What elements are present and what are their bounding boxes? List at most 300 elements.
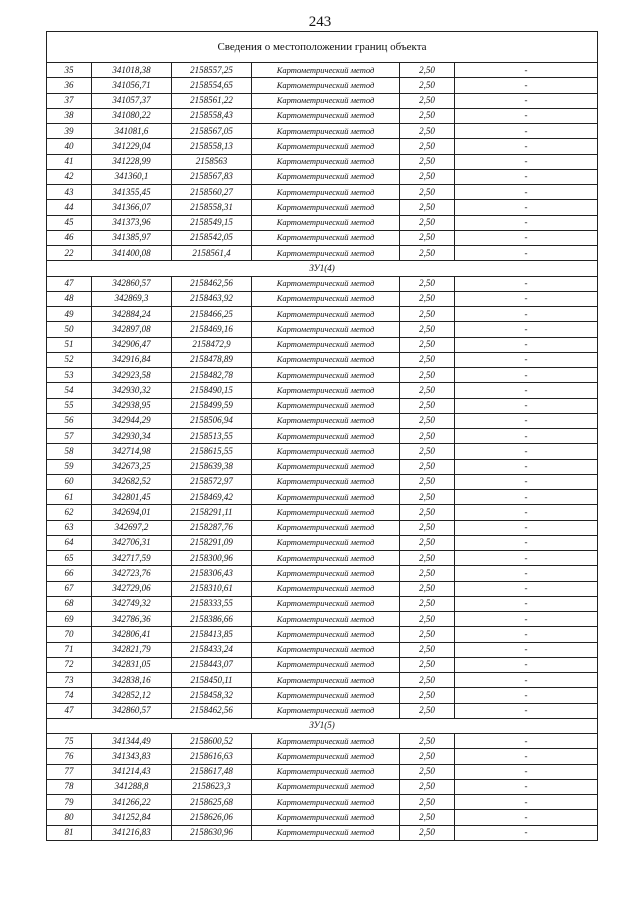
point-number-cell: 69 [47, 612, 92, 627]
method-cell: Картометрический метод [252, 444, 400, 459]
y-coordinate-cell: 2158300,96 [172, 551, 252, 566]
method-cell: Картометрический метод [252, 78, 400, 93]
note-cell: - [455, 444, 598, 459]
point-number-cell: 22 [47, 246, 92, 261]
method-cell: Картометрический метод [252, 322, 400, 337]
accuracy-cell: 2,50 [400, 413, 455, 428]
accuracy-cell: 2,50 [400, 444, 455, 459]
accuracy-cell: 2,50 [400, 627, 455, 642]
point-number-cell: 57 [47, 429, 92, 444]
accuracy-cell: 2,50 [400, 215, 455, 230]
method-cell: Картометрический метод [252, 291, 400, 306]
note-cell: - [455, 642, 598, 657]
table-row [47, 627, 598, 642]
method-cell: Картометрический метод [252, 551, 400, 566]
table-row [47, 368, 598, 383]
x-coordinate-cell: 342729,06 [92, 581, 172, 596]
note-cell: - [455, 124, 598, 139]
method-cell: Картометрический метод [252, 734, 400, 749]
note-cell: - [455, 108, 598, 123]
x-coordinate-cell: 341018,38 [92, 63, 172, 78]
accuracy-cell: 2,50 [400, 825, 455, 840]
accuracy-cell: 2,50 [400, 535, 455, 550]
x-coordinate-cell: 341366,07 [92, 200, 172, 215]
table-row [47, 398, 598, 413]
x-coordinate-cell: 341373,96 [92, 215, 172, 230]
table-row [47, 566, 598, 581]
note-cell: - [455, 230, 598, 245]
y-coordinate-cell: 2158557,25 [172, 63, 252, 78]
method-cell: Картометрический метод [252, 520, 400, 535]
method-cell: Картометрический метод [252, 215, 400, 230]
method-cell: Картометрический метод [252, 169, 400, 184]
x-coordinate-cell: 341266,22 [92, 795, 172, 810]
x-coordinate-cell: 342801,45 [92, 490, 172, 505]
note-cell: - [455, 459, 598, 474]
method-cell: Картометрический метод [252, 688, 400, 703]
x-coordinate-cell: 341360,1 [92, 169, 172, 184]
y-coordinate-cell: 2158563 [172, 154, 252, 169]
table-row [47, 657, 598, 672]
point-number-cell: 36 [47, 78, 92, 93]
accuracy-cell: 2,50 [400, 322, 455, 337]
note-cell: - [455, 474, 598, 489]
method-cell: Картометрический метод [252, 63, 400, 78]
table-row [47, 490, 598, 505]
note-cell: - [455, 246, 598, 261]
table-row [47, 383, 598, 398]
y-coordinate-cell: 2158625,68 [172, 795, 252, 810]
table-row [47, 307, 598, 322]
note-cell: - [455, 307, 598, 322]
x-coordinate-cell: 342938,95 [92, 398, 172, 413]
accuracy-cell: 2,50 [400, 551, 455, 566]
accuracy-cell: 2,50 [400, 63, 455, 78]
point-number-cell: 50 [47, 322, 92, 337]
point-number-cell: 38 [47, 108, 92, 123]
point-number-cell: 65 [47, 551, 92, 566]
note-cell: - [455, 93, 598, 108]
note-cell: - [455, 673, 598, 688]
note-cell: - [455, 657, 598, 672]
point-number-cell: 47 [47, 276, 92, 291]
method-cell: Картометрический метод [252, 93, 400, 108]
table-title: Сведения о местоположении границ объекта [47, 32, 598, 63]
x-coordinate-cell: 341229,04 [92, 139, 172, 154]
accuracy-cell: 2,50 [400, 795, 455, 810]
table-row [47, 185, 598, 200]
accuracy-cell: 2,50 [400, 596, 455, 611]
x-coordinate-cell: 342930,34 [92, 429, 172, 444]
method-cell: Картометрический метод [252, 429, 400, 444]
accuracy-cell: 2,50 [400, 124, 455, 139]
table-row [47, 474, 598, 489]
x-coordinate-cell: 342916,84 [92, 352, 172, 367]
note-cell: - [455, 764, 598, 779]
point-number-cell: 59 [47, 459, 92, 474]
y-coordinate-cell: 2158472,9 [172, 337, 252, 352]
table-row [47, 337, 598, 352]
page-number: 243 [308, 14, 332, 30]
table-row [47, 124, 598, 139]
point-number-cell: 62 [47, 505, 92, 520]
y-coordinate-cell: 2158291,09 [172, 535, 252, 550]
y-coordinate-cell: 2158433,24 [172, 642, 252, 657]
point-number-cell: 54 [47, 383, 92, 398]
note-cell: - [455, 429, 598, 444]
y-coordinate-cell: 2158558,43 [172, 108, 252, 123]
y-coordinate-cell: 2158616,63 [172, 749, 252, 764]
note-cell: - [455, 749, 598, 764]
table-row [47, 734, 598, 749]
y-coordinate-cell: 2158462,56 [172, 276, 252, 291]
method-cell: Картометрический метод [252, 368, 400, 383]
table-row [47, 215, 598, 230]
note-cell: - [455, 291, 598, 306]
point-number-cell: 46 [47, 230, 92, 245]
x-coordinate-cell: 341214,43 [92, 764, 172, 779]
x-coordinate-cell: 342831,05 [92, 657, 172, 672]
x-coordinate-cell: 342869,3 [92, 291, 172, 306]
note-cell: - [455, 398, 598, 413]
note-cell: - [455, 154, 598, 169]
accuracy-cell: 2,50 [400, 307, 455, 322]
x-coordinate-cell: 341288,8 [92, 779, 172, 794]
point-number-cell: 55 [47, 398, 92, 413]
table-row [47, 505, 598, 520]
y-coordinate-cell: 2158469,16 [172, 322, 252, 337]
note-cell: - [455, 63, 598, 78]
note-cell: - [455, 185, 598, 200]
accuracy-cell: 2,50 [400, 108, 455, 123]
method-cell: Картометрический метод [252, 459, 400, 474]
y-coordinate-cell: 2158554,65 [172, 78, 252, 93]
note-cell: - [455, 535, 598, 550]
y-coordinate-cell: 2158469,42 [172, 490, 252, 505]
x-coordinate-cell: 342682,52 [92, 474, 172, 489]
section-row [47, 261, 598, 276]
y-coordinate-cell: 2158549,15 [172, 215, 252, 230]
accuracy-cell: 2,50 [400, 246, 455, 261]
accuracy-cell: 2,50 [400, 398, 455, 413]
method-cell: Картометрический метод [252, 703, 400, 718]
point-number-cell: 63 [47, 520, 92, 535]
y-coordinate-cell: 2158310,61 [172, 581, 252, 596]
y-coordinate-cell: 2158630,96 [172, 825, 252, 840]
table-row [47, 322, 598, 337]
y-coordinate-cell: 2158639,38 [172, 459, 252, 474]
x-coordinate-cell: 341344,49 [92, 734, 172, 749]
x-coordinate-cell: 342906,47 [92, 337, 172, 352]
point-number-cell: 49 [47, 307, 92, 322]
y-coordinate-cell: 2158615,55 [172, 444, 252, 459]
note-cell: - [455, 352, 598, 367]
y-coordinate-cell: 2158567,83 [172, 169, 252, 184]
accuracy-cell: 2,50 [400, 139, 455, 154]
table-row [47, 78, 598, 93]
x-coordinate-cell: 342723,76 [92, 566, 172, 581]
accuracy-cell: 2,50 [400, 429, 455, 444]
x-coordinate-cell: 341056,71 [92, 78, 172, 93]
method-cell: Картометрический метод [252, 413, 400, 428]
point-number-cell: 68 [47, 596, 92, 611]
point-number-cell: 67 [47, 581, 92, 596]
note-cell: - [455, 383, 598, 398]
note-cell: - [455, 551, 598, 566]
x-coordinate-cell: 342838,16 [92, 673, 172, 688]
point-number-cell: 35 [47, 63, 92, 78]
table-row [47, 520, 598, 535]
accuracy-cell: 2,50 [400, 520, 455, 535]
accuracy-cell: 2,50 [400, 185, 455, 200]
table-row [47, 444, 598, 459]
table-row [47, 596, 598, 611]
point-number-cell: 72 [47, 657, 92, 672]
x-coordinate-cell: 341343,83 [92, 749, 172, 764]
table-row [47, 246, 598, 261]
point-number-cell: 41 [47, 154, 92, 169]
table-row [47, 429, 598, 444]
y-coordinate-cell: 2158600,52 [172, 734, 252, 749]
section-label: ЗУ1(5) [47, 718, 598, 733]
method-cell: Картометрический метод [252, 779, 400, 794]
note-cell: - [455, 322, 598, 337]
note-cell: - [455, 627, 598, 642]
method-cell: Картометрический метод [252, 596, 400, 611]
method-cell: Картометрический метод [252, 246, 400, 261]
x-coordinate-cell: 341400,08 [92, 246, 172, 261]
x-coordinate-cell: 341252,84 [92, 810, 172, 825]
y-coordinate-cell: 2158458,32 [172, 688, 252, 703]
note-cell: - [455, 413, 598, 428]
point-number-cell: 66 [47, 566, 92, 581]
x-coordinate-cell: 342714,98 [92, 444, 172, 459]
accuracy-cell: 2,50 [400, 505, 455, 520]
point-number-cell: 73 [47, 673, 92, 688]
y-coordinate-cell: 2158626,06 [172, 810, 252, 825]
table-row [47, 93, 598, 108]
table-row [47, 139, 598, 154]
y-coordinate-cell: 2158463,92 [172, 291, 252, 306]
method-cell: Картометрический метод [252, 139, 400, 154]
accuracy-cell: 2,50 [400, 368, 455, 383]
section-row [47, 718, 598, 733]
table-row [47, 535, 598, 550]
point-number-cell: 74 [47, 688, 92, 703]
note-cell: - [455, 734, 598, 749]
y-coordinate-cell: 2158443,07 [172, 657, 252, 672]
accuracy-cell: 2,50 [400, 276, 455, 291]
point-number-cell: 70 [47, 627, 92, 642]
point-number-cell: 44 [47, 200, 92, 215]
table-row [47, 673, 598, 688]
point-number-cell: 81 [47, 825, 92, 840]
x-coordinate-cell: 342923,58 [92, 368, 172, 383]
y-coordinate-cell: 2158542,05 [172, 230, 252, 245]
accuracy-cell: 2,50 [400, 459, 455, 474]
table-row [47, 749, 598, 764]
y-coordinate-cell: 2158558,13 [172, 139, 252, 154]
accuracy-cell: 2,50 [400, 154, 455, 169]
method-cell: Картометрический метод [252, 505, 400, 520]
point-number-cell: 71 [47, 642, 92, 657]
x-coordinate-cell: 342697,2 [92, 520, 172, 535]
table-row [47, 276, 598, 291]
table-row [47, 688, 598, 703]
note-cell: - [455, 337, 598, 352]
accuracy-cell: 2,50 [400, 291, 455, 306]
note-cell: - [455, 169, 598, 184]
point-number-cell: 60 [47, 474, 92, 489]
x-coordinate-cell: 342944,29 [92, 413, 172, 428]
x-coordinate-cell: 342852,12 [92, 688, 172, 703]
table-row [47, 108, 598, 123]
y-coordinate-cell: 2158561,22 [172, 93, 252, 108]
accuracy-cell: 2,50 [400, 200, 455, 215]
y-coordinate-cell: 2158482,78 [172, 368, 252, 383]
point-number-cell: 75 [47, 734, 92, 749]
y-coordinate-cell: 2158333,55 [172, 596, 252, 611]
method-cell: Картометрический метод [252, 566, 400, 581]
point-number-cell: 61 [47, 490, 92, 505]
note-cell: - [455, 368, 598, 383]
y-coordinate-cell: 2158306,43 [172, 566, 252, 581]
table-row [47, 779, 598, 794]
x-coordinate-cell: 342786,36 [92, 612, 172, 627]
method-cell: Картометрический метод [252, 673, 400, 688]
section-label: ЗУ1(4) [47, 261, 598, 276]
accuracy-cell: 2,50 [400, 703, 455, 718]
method-cell: Картометрический метод [252, 612, 400, 627]
y-coordinate-cell: 2158572,97 [172, 474, 252, 489]
note-cell: - [455, 810, 598, 825]
table-title-row [47, 32, 598, 63]
table-row [47, 581, 598, 596]
table-row [47, 703, 598, 718]
accuracy-cell: 2,50 [400, 581, 455, 596]
method-cell: Картометрический метод [252, 124, 400, 139]
point-number-cell: 78 [47, 779, 92, 794]
y-coordinate-cell: 2158499,59 [172, 398, 252, 413]
y-coordinate-cell: 2158567,05 [172, 124, 252, 139]
note-cell: - [455, 703, 598, 718]
x-coordinate-cell: 342930,32 [92, 383, 172, 398]
accuracy-cell: 2,50 [400, 673, 455, 688]
table-row [47, 612, 598, 627]
method-cell: Картометрический метод [252, 185, 400, 200]
accuracy-cell: 2,50 [400, 749, 455, 764]
x-coordinate-cell: 342821,79 [92, 642, 172, 657]
x-coordinate-cell: 342897,08 [92, 322, 172, 337]
accuracy-cell: 2,50 [400, 490, 455, 505]
y-coordinate-cell: 2158560,27 [172, 185, 252, 200]
accuracy-cell: 2,50 [400, 337, 455, 352]
x-coordinate-cell: 342749,32 [92, 596, 172, 611]
method-cell: Картометрический метод [252, 535, 400, 550]
method-cell: Картометрический метод [252, 307, 400, 322]
y-coordinate-cell: 2158450,11 [172, 673, 252, 688]
accuracy-cell: 2,50 [400, 764, 455, 779]
point-number-cell: 64 [47, 535, 92, 550]
y-coordinate-cell: 2158513,55 [172, 429, 252, 444]
method-cell: Картометрический метод [252, 154, 400, 169]
point-number-cell: 42 [47, 169, 92, 184]
point-number-cell: 77 [47, 764, 92, 779]
accuracy-cell: 2,50 [400, 352, 455, 367]
method-cell: Картометрический метод [252, 337, 400, 352]
x-coordinate-cell: 342673,25 [92, 459, 172, 474]
x-coordinate-cell: 342717,59 [92, 551, 172, 566]
method-cell: Картометрический метод [252, 627, 400, 642]
note-cell: - [455, 520, 598, 535]
x-coordinate-cell: 342860,57 [92, 703, 172, 718]
y-coordinate-cell: 2158558,31 [172, 200, 252, 215]
method-cell: Картометрический метод [252, 108, 400, 123]
x-coordinate-cell: 341080,22 [92, 108, 172, 123]
point-number-cell: 43 [47, 185, 92, 200]
table-row [47, 810, 598, 825]
y-coordinate-cell: 2158386,66 [172, 612, 252, 627]
point-number-cell: 56 [47, 413, 92, 428]
method-cell: Картометрический метод [252, 810, 400, 825]
accuracy-cell: 2,50 [400, 642, 455, 657]
x-coordinate-cell: 341228,99 [92, 154, 172, 169]
point-number-cell: 45 [47, 215, 92, 230]
note-cell: - [455, 78, 598, 93]
method-cell: Картометрический метод [252, 200, 400, 215]
table-row [47, 642, 598, 657]
note-cell: - [455, 825, 598, 840]
table-row [47, 169, 598, 184]
accuracy-cell: 2,50 [400, 688, 455, 703]
table-row [47, 63, 598, 78]
method-cell: Картометрический метод [252, 764, 400, 779]
note-cell: - [455, 596, 598, 611]
method-cell: Картометрический метод [252, 352, 400, 367]
table-row [47, 200, 598, 215]
method-cell: Картометрический метод [252, 657, 400, 672]
table-row [47, 764, 598, 779]
accuracy-cell: 2,50 [400, 93, 455, 108]
x-coordinate-cell: 342884,24 [92, 307, 172, 322]
note-cell: - [455, 779, 598, 794]
y-coordinate-cell: 2158490,15 [172, 383, 252, 398]
x-coordinate-cell: 341081,6 [92, 124, 172, 139]
accuracy-cell: 2,50 [400, 657, 455, 672]
method-cell: Картометрический метод [252, 490, 400, 505]
note-cell: - [455, 215, 598, 230]
table-row [47, 459, 598, 474]
method-cell: Картометрический метод [252, 581, 400, 596]
y-coordinate-cell: 2158617,48 [172, 764, 252, 779]
accuracy-cell: 2,50 [400, 474, 455, 489]
table-row [47, 413, 598, 428]
note-cell: - [455, 566, 598, 581]
x-coordinate-cell: 342806,41 [92, 627, 172, 642]
x-coordinate-cell: 341385,97 [92, 230, 172, 245]
note-cell: - [455, 139, 598, 154]
x-coordinate-cell: 341355,45 [92, 185, 172, 200]
note-cell: - [455, 490, 598, 505]
method-cell: Картометрический метод [252, 474, 400, 489]
accuracy-cell: 2,50 [400, 566, 455, 581]
boundary-coordinates-table [46, 31, 598, 841]
accuracy-cell: 2,50 [400, 779, 455, 794]
note-cell: - [455, 505, 598, 520]
accuracy-cell: 2,50 [400, 612, 455, 627]
point-number-cell: 51 [47, 337, 92, 352]
note-cell: - [455, 612, 598, 627]
